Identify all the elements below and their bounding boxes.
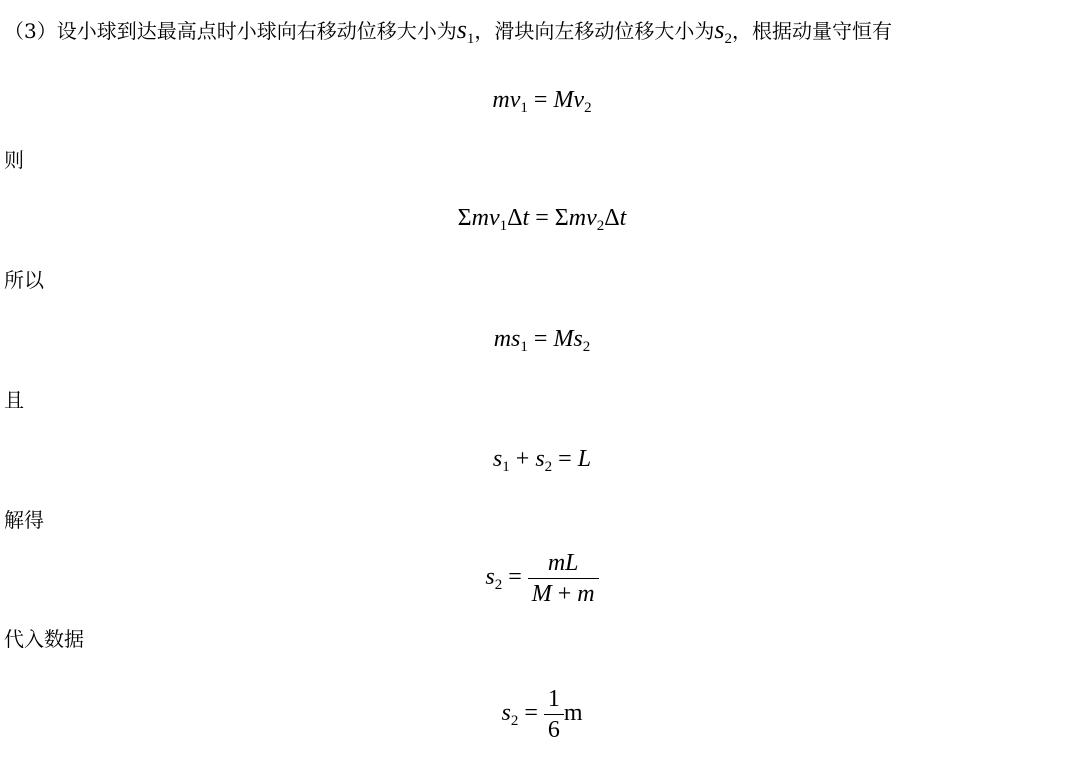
eq2-rhs: mv: [568, 205, 597, 231]
equation-momentum: [0, 85, 1084, 123]
equation-displacement: [0, 324, 1084, 362]
eq4-plus: +: [509, 446, 536, 472]
eq6-unit: m: [563, 700, 583, 727]
statement-middle: ，滑块向左移动位移大小为: [474, 19, 715, 43]
problem-statement-line: [4, 15, 892, 51]
eq1-lhs-sub: 1: [520, 100, 528, 116]
eq2-rhs-sub: 2: [596, 218, 605, 234]
word-qie: 且: [4, 388, 24, 412]
word-jiede: 解得: [4, 508, 44, 532]
eq5-equals: =: [502, 564, 528, 591]
eq2-sigma-right: Σ: [554, 205, 569, 231]
eq3-lhs-sub: 1: [520, 339, 528, 355]
eq5-numerator: mL: [547, 550, 579, 576]
eq6-lhs: s: [501, 700, 511, 727]
eq6-numerator: 1: [547, 686, 560, 712]
eq1-rhs-sub: 2: [584, 100, 592, 116]
s2-var: s: [714, 15, 725, 44]
s1-var: s: [456, 15, 467, 44]
eq6-denominator: 6: [547, 717, 560, 743]
eq2-t-right: t: [619, 205, 627, 231]
eq1-equals: =: [527, 87, 554, 113]
eq3-equals: =: [527, 326, 554, 352]
eq2-delta-left: Δ: [507, 205, 523, 231]
eq5-den-plus: +: [551, 581, 578, 607]
eq3-rhs: Ms: [553, 326, 583, 352]
eq5-lhs: s: [485, 564, 495, 591]
eq2-lhs: mv: [471, 205, 500, 231]
eq4-s2-sub: 2: [544, 459, 553, 475]
statement-suffix: ，根据动量守恒有: [731, 19, 892, 43]
eq3-rhs-sub: 2: [582, 339, 591, 355]
s1-subscript: 1: [466, 31, 475, 47]
s2-symbol: [714, 15, 732, 47]
eq4-s1-sub: 1: [502, 459, 510, 475]
eq5-fraction: [528, 548, 599, 609]
eq2-delta-right: Δ: [604, 205, 620, 231]
eq2-t-left: t: [522, 205, 530, 231]
eq1-lhs: mv: [492, 87, 521, 113]
statement-prefix: （3）设小球到达最高点时小球向右移动位移大小为: [4, 19, 457, 43]
word-ze: 则: [4, 148, 24, 172]
equation-sum-length: [0, 444, 1084, 482]
s1-symbol: [456, 15, 475, 47]
equation-solution-formula: [0, 548, 1084, 609]
eq1-rhs: Mv: [553, 87, 585, 113]
eq4-s2: s: [535, 446, 545, 472]
eq5-den-M: M: [531, 581, 552, 607]
eq6-fraction: [544, 684, 564, 745]
eq2-equals: =: [529, 205, 555, 231]
eq2-lhs-sub: 1: [499, 218, 508, 234]
eq2-sigma-left: Σ: [457, 205, 472, 231]
eq6-equals: =: [518, 700, 544, 727]
eq5-lhs-sub: 2: [494, 577, 503, 594]
eq5-denominator: [528, 579, 599, 609]
s2-subscript: 2: [724, 31, 732, 47]
eq4-L: L: [577, 446, 592, 472]
equation-numeric-result: [0, 684, 1084, 745]
eq3-lhs: ms: [493, 326, 521, 352]
word-dairu: 代入数据: [4, 627, 84, 651]
eq6-lhs-sub: 2: [510, 713, 519, 730]
word-suoyi: 所以: [4, 268, 44, 292]
eq5-den-m: m: [577, 581, 595, 607]
eq4-s1: s: [492, 446, 503, 472]
equation-sum: [0, 203, 1084, 241]
eq4-equals: =: [552, 446, 578, 472]
